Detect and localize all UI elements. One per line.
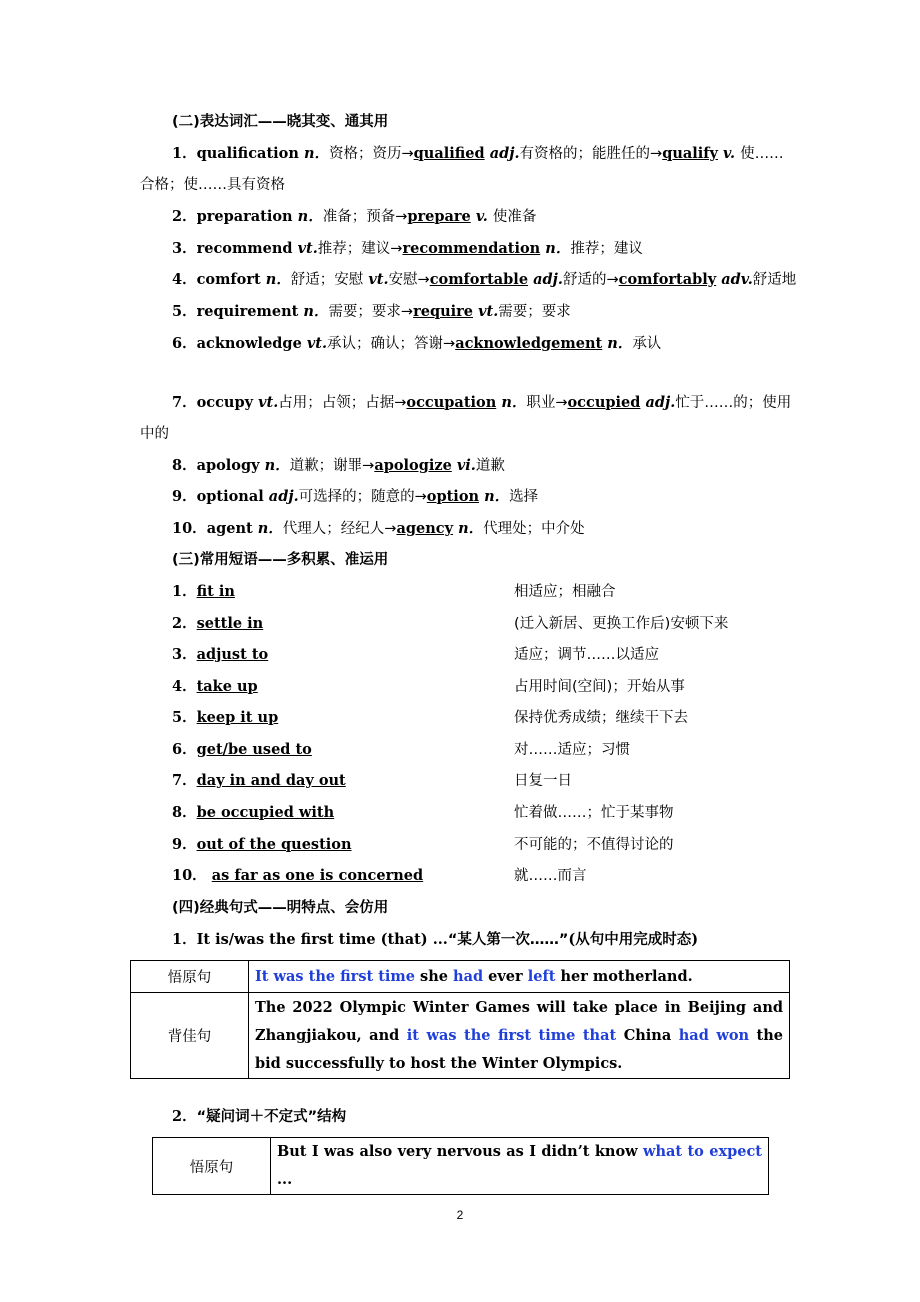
phrase-item: 3．adjust to bbox=[172, 646, 269, 663]
vocab-item-6: 6．acknowledge vt.承认；确认；答谢→acknowledgement n．承认 bbox=[172, 335, 662, 352]
vocab-item-10: 10．agent n．代理人；经纪人→agency n．代理处；中介处 bbox=[172, 520, 585, 537]
derived-word: acknowledgement bbox=[455, 335, 603, 352]
phrase-meaning: 就……而言 bbox=[514, 868, 587, 884]
vocab-item-8: 8．apology n．道歉；谢罪→apologize vi.道歉 bbox=[172, 457, 505, 474]
item-number: 1． bbox=[172, 145, 197, 162]
head-word: apology bbox=[196, 457, 260, 474]
head-word: requirement bbox=[196, 303, 299, 320]
head-word: acknowledge bbox=[196, 335, 302, 352]
phrase-item: 2．settle in bbox=[172, 615, 264, 632]
vocab-item-9: 9．optional adj.可选择的；随意的→option n．选择 bbox=[172, 488, 539, 505]
phrase-meaning: 忙着做……；忙于某事物 bbox=[514, 805, 674, 821]
derived-word: require bbox=[413, 303, 474, 320]
vocab-item-7: 7．occupy vt.占用；占领；占据→occupation n．职业→occupied adj.忙于……的；使用 bbox=[172, 394, 792, 411]
original-sentence-label: 悟原句 bbox=[153, 1138, 271, 1195]
derived-word: agency bbox=[396, 520, 454, 537]
phrase-meaning: 对……适应；习惯 bbox=[514, 742, 630, 758]
phrase-item: 4．take up bbox=[172, 678, 258, 695]
model-sentence-label: 背佳句 bbox=[131, 993, 249, 1079]
pattern-2-title: 2．“疑问词＋不定式”结构 bbox=[172, 1108, 347, 1125]
phrase-meaning: (迁入新居、更换工作后)安顿下来 bbox=[514, 616, 729, 632]
phrase-meaning: 保持优秀成绩；继续干下去 bbox=[514, 710, 688, 726]
derived-word: comfortable bbox=[429, 271, 529, 288]
pattern-2-table bbox=[152, 1137, 769, 1195]
pattern-1-title: 1．It is/was the first time (that) ...“某人第一次……”(从句中用完成时态) bbox=[172, 931, 699, 948]
derived-word: qualified bbox=[413, 145, 485, 162]
vocab-item-7-continued: 中的 bbox=[140, 426, 169, 442]
head-word: agent bbox=[206, 520, 253, 537]
derived-word: occupation bbox=[406, 394, 497, 411]
head-word: optional bbox=[196, 488, 264, 505]
vocab-item-5: 5．requirement n．需要；要求→require vt.需要；要求 bbox=[172, 303, 571, 320]
pattern-1-table bbox=[130, 960, 790, 1079]
phrase-meaning: 日复一日 bbox=[514, 773, 572, 789]
phrase-meaning: 不可能的；不值得讨论的 bbox=[514, 837, 674, 853]
phrase-item: 9．out of the question bbox=[172, 836, 352, 853]
derived-word: apologize bbox=[374, 457, 452, 474]
section-heading-phrases: (三)常用短语——多积累、准运用 bbox=[172, 552, 389, 568]
phrase-item: 5．keep it up bbox=[172, 709, 279, 726]
model-sentence: The 2022 Olympic Winter Games will take place in Beijing and Zhangjiakou, and it was the first time that China had won the bid successfully to host the Winter Olympics. bbox=[249, 993, 790, 1079]
phrase-item: 1．fit in bbox=[172, 583, 235, 600]
vocab-item-3: 3．recommend vt.推荐；建议→recommendation n．推荐；建议 bbox=[172, 240, 643, 257]
phrase-item: 10． as far as one is concerned bbox=[172, 867, 424, 884]
head-word: qualification bbox=[196, 145, 299, 162]
vocab-item-1: 1．qualification n．资格；资历→qualified adj.有资格的；能胜任的→qualify v. 使…… bbox=[172, 145, 784, 162]
vocab-item-2: 2．preparation n．准备；预备→prepare v. 使准备 bbox=[172, 208, 537, 225]
section-heading-vocabulary: (二)表达词汇——晓其变、通其用 bbox=[172, 114, 389, 130]
derived-word: occupied bbox=[567, 394, 641, 411]
phrase-item: 6．get/be used to bbox=[172, 741, 312, 758]
original-sentence: But I was also very nervous as I didn’t know what to expect ... bbox=[271, 1138, 769, 1195]
head-word: comfort bbox=[196, 271, 261, 288]
derived-word: option bbox=[426, 488, 480, 505]
head-word: preparation bbox=[196, 208, 293, 225]
vocab-item-1-continued: 合格；使……具有资格 bbox=[140, 177, 285, 193]
vocab-item-4: 4．comfort n．舒适；安慰 vt.安慰→comfortable adj.舒适的→comfortably adv.舒适地 bbox=[172, 271, 797, 288]
derived-word: recommendation bbox=[402, 240, 541, 257]
original-sentence-label: 悟原句 bbox=[131, 961, 249, 993]
page-number: 2 bbox=[456, 1208, 464, 1222]
phrase-item: 8．be occupied with bbox=[172, 804, 335, 821]
phrase-item: 7．day in and day out bbox=[172, 772, 346, 789]
original-sentence: It was the first time she had ever left her motherland. bbox=[249, 961, 790, 993]
derived-word: qualify bbox=[662, 145, 718, 162]
section-heading-sentence-patterns: (四)经典句式——明特点、会仿用 bbox=[172, 900, 389, 916]
phrase-meaning: 占用时间(空间)；开始从事 bbox=[514, 679, 685, 695]
phrase-meaning: 相适应；相融合 bbox=[514, 584, 616, 600]
head-word: occupy bbox=[196, 394, 254, 411]
derived-word: comfortably bbox=[618, 271, 717, 288]
phrase-meaning: 适应；调节……以适应 bbox=[514, 647, 659, 663]
derived-word: prepare bbox=[407, 208, 471, 225]
head-word: recommend bbox=[196, 240, 293, 257]
